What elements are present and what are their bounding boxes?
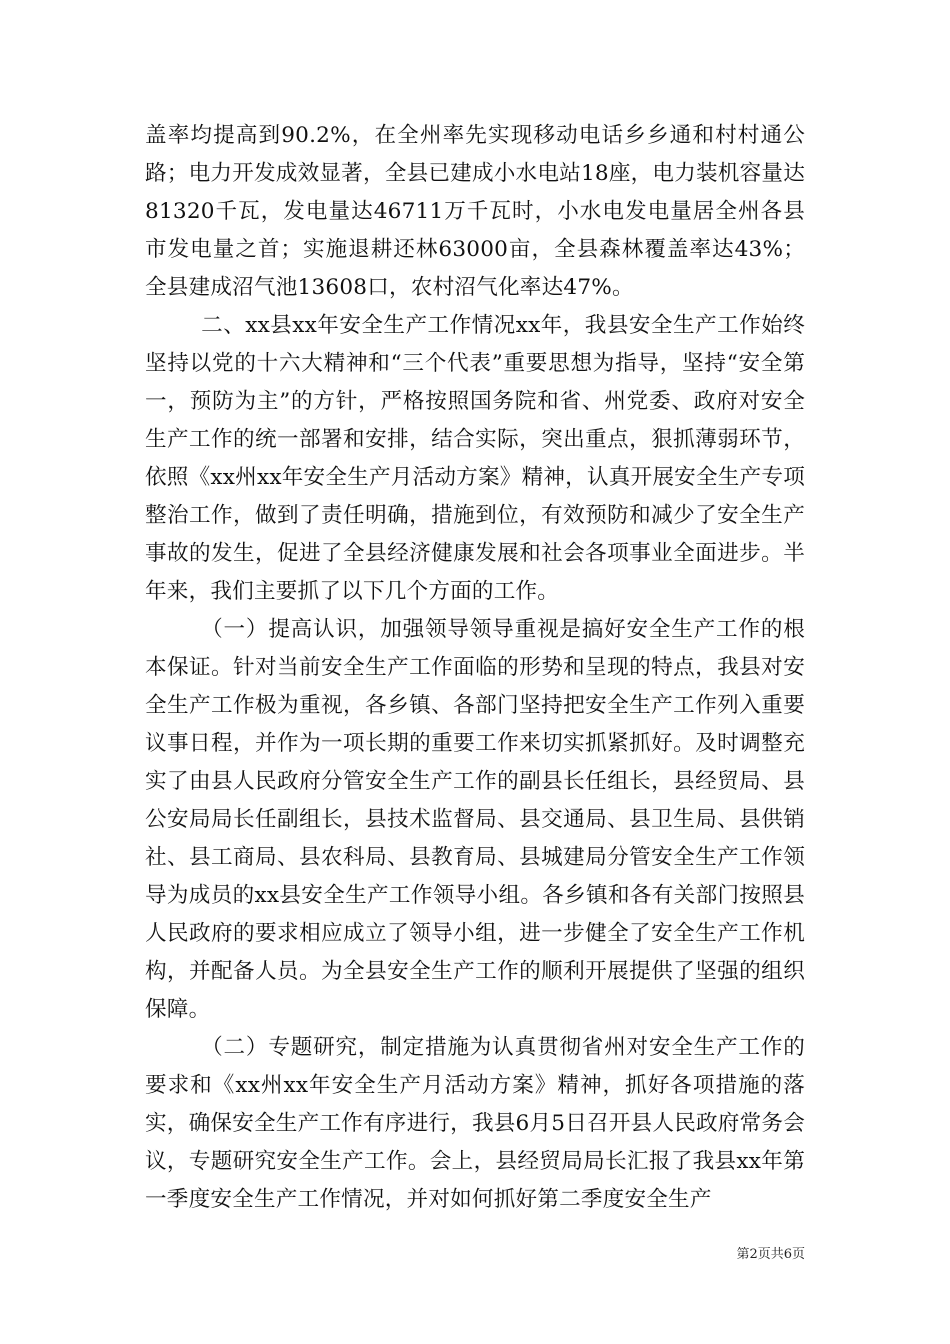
paragraph-3: （一）提高认识，加强领导领导重视是搞好安全生产工作的根本保证。针对当前安全生产工作面临的形势和呈现的特点，我县对安全生产工作极为重视，各乡镇、各部门坚持把安全生产工作列入重要议事日程，并作为一项长期的重要工作来切实抓紧抓好。及时调整充实了由县人民政府分管安全生产工作的副县长任组长，县经贸局、县公安局局长任副组长，县技术监督局、县交通局、县卫生局、县供销社、县工商局、县农科局、县教育局、县城建局分管安全生产工作领导为成员的xx县安全生产工作领导小组。各乡镇和各有关部门按照县人民政府的要求相应成立了领导小组，进一步健全了安全生产工作机构，并配备人员。为全县安全生产工作的顺利开展提供了坚强的组织保障。	[145, 617, 805, 1022]
paragraph-2: 二、xx县xx年安全生产工作情况xx年，我县安全生产工作始终坚持以党的十六大精神和“三个代表”重要思想为指导，坚持“安全第一，预防为主”的方针，严格按照国务院和省、州党委、政府对安全生产工作的统一部署和安排，结合实际，突出重点，狠抓薄弱环节，依照《xx州xx年安全生产月活动方案》精神，认真开展安全生产专项整治工作，做到了责任明确，措施到位，有效预防和减少了安全生产事故的发生，促进了全县经济健康发展和社会各项事业全面进步。半年来，我们主要抓了以下几个方面的工作。	[145, 313, 805, 604]
paragraph-1: 盖率均提高到90.2%，在全州率先实现移动电话乡乡通和村村通公路；电力开发成效显著，全县已建成小水电站18座，电力装机容量达81320千瓦，发电量达46711万千瓦时，小水电发电量居全州各县市发电量之首；实施退耕还林63000亩，全县森林覆盖率达43%；全县建成沼气池13608口，农村沼气化率达47%。	[145, 123, 805, 300]
page-number-footer: 第2页共6页	[736, 1247, 805, 1262]
document-body	[145, 117, 805, 1219]
paragraph-4: （二）专题研究，制定措施为认真贯彻省州对安全生产工作的要求和《xx州xx年安全生产月活动方案》精神，抓好各项措施的落实，确保安全生产工作有序进行，我县6月5日召开县人民政府常务会议，专题研究安全生产工作。会上，县经贸局局长汇报了我县xx年第一季度安全生产工作情况，并对如何抓好第二季度安全生产	[145, 1035, 805, 1212]
